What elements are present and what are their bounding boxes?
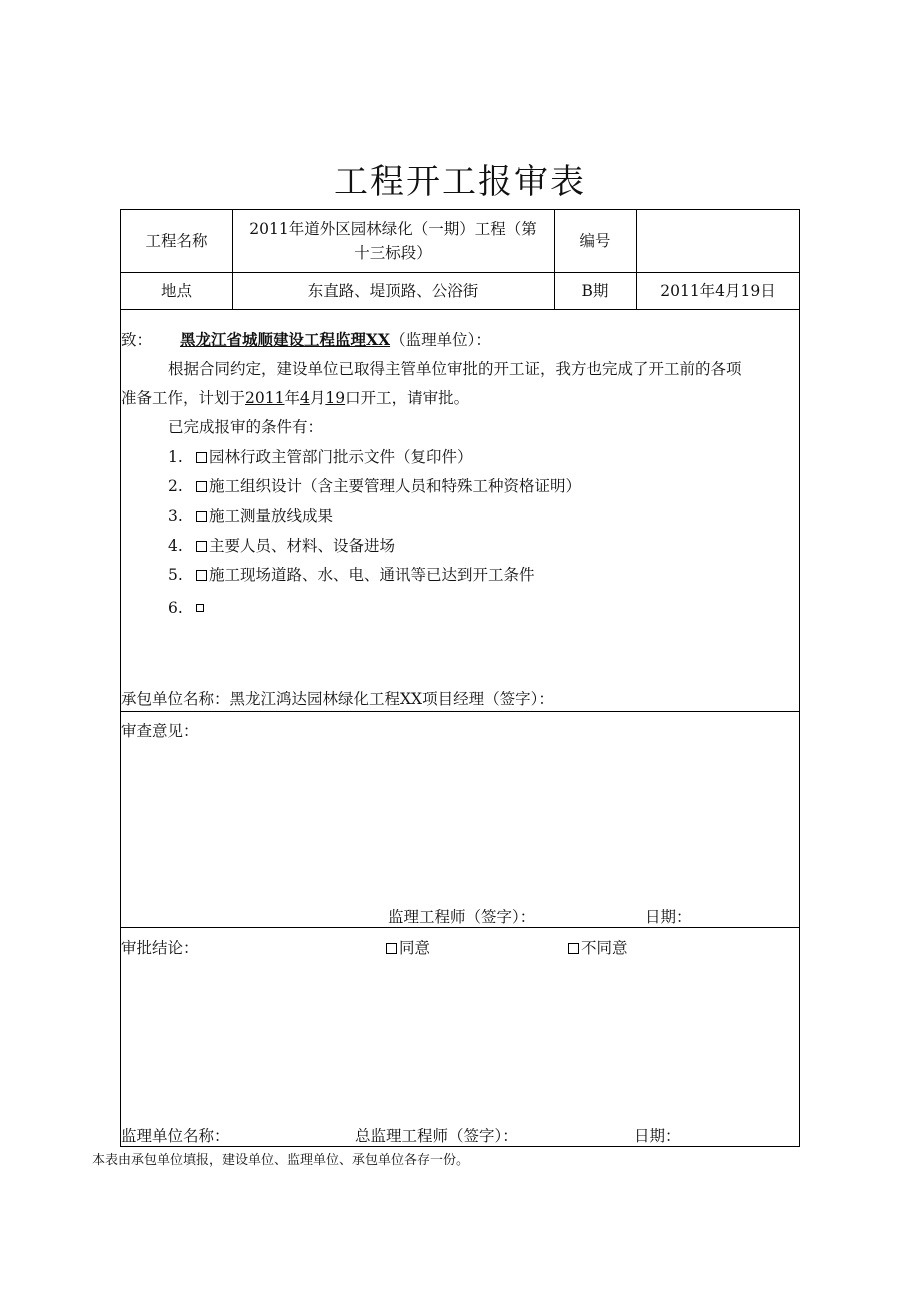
paragraph-line-1: 根据合同约定，建设单位已取得主管单位审批的开工证，我方也完成了开工前的各项 — [168, 360, 742, 378]
paragraph-line-2: 准备工作，计划于2011年4月19口开工，请审批。 — [121, 389, 470, 407]
project-name-line2: 十三标段） — [354, 244, 432, 262]
footnote: 本表由承包单位填报，建设单位、监理单位、承包单位各存一份。 — [92, 1153, 470, 1168]
contractor-line: 承包单位名称：黑龙江鸿达园林绿化工程XX项目经理（签字）： — [121, 690, 554, 708]
review-label: 审查意见： — [121, 722, 199, 740]
location-label: 地点 — [160, 281, 192, 300]
number-value[interactable] — [636, 210, 800, 272]
form-title: 工程开工报审表 — [334, 162, 586, 202]
start-year: 2011 — [245, 389, 285, 407]
supervision-unit-label: 监理单位名称： — [121, 1127, 230, 1145]
number-label: 编号 — [579, 232, 611, 250]
section-divider — [121, 711, 799, 712]
disagree-option[interactable]: 不同意 — [568, 938, 628, 958]
condition-item: 4. 主要人员、材料、设备进场 — [168, 537, 396, 555]
section-divider — [121, 927, 799, 928]
date-value: 2011年4月19日 — [660, 281, 776, 300]
agree-option[interactable]: 同意 — [386, 938, 430, 958]
checkbox[interactable] — [196, 570, 207, 581]
checkbox[interactable] — [196, 604, 204, 612]
checkbox[interactable] — [568, 943, 579, 954]
period-label: B期 — [581, 281, 609, 300]
addressee-line — [121, 330, 491, 350]
condition-item: 3. 施工测量放线成果 — [168, 507, 334, 525]
approval-form — [120, 209, 800, 1147]
checkbox[interactable] — [196, 481, 207, 492]
approval-date-label: 日期： — [634, 1127, 681, 1145]
condition-item: 5. 施工现场道路、水、电、通讯等已达到开工条件 — [168, 566, 535, 584]
condition-item: 1. 园林行政主管部门批示文件（复印件） — [168, 448, 473, 466]
checkbox[interactable] — [386, 943, 397, 954]
project-name-label: 工程名称 — [145, 232, 208, 250]
row-divider — [121, 309, 799, 310]
location-value: 东直路、堤顶路、公浴街 — [307, 281, 479, 300]
review-date-label: 日期： — [645, 908, 692, 926]
chief-engineer-signature-label: 总监理工程师（签字）： — [355, 1127, 518, 1145]
to-prefix: 致： — [121, 331, 153, 349]
approval-label: 审批结论： — [121, 939, 199, 957]
start-month: 4 — [299, 389, 310, 407]
checkbox[interactable] — [196, 511, 207, 522]
start-day: 19 — [325, 389, 346, 407]
condition-item: 2. 施工组织设计（含主要管理人员和特殊工种资格证明） — [168, 477, 582, 495]
project-name-value — [232, 210, 554, 272]
conditions-heading: 已完成报审的条件有： — [168, 418, 324, 436]
engineer-signature-label: 监理工程师（签字）： — [388, 908, 536, 926]
supervision-unit: 黑龙江省城顺建设工程监理XX — [180, 330, 391, 349]
checkbox[interactable] — [196, 541, 207, 552]
condition-item: 6. — [168, 598, 206, 618]
checkbox[interactable] — [196, 452, 207, 463]
to-suffix: （监理单位）： — [390, 331, 491, 349]
project-name-line1: 2011年道外区园林绿化（一期）工程（第 — [249, 220, 537, 238]
